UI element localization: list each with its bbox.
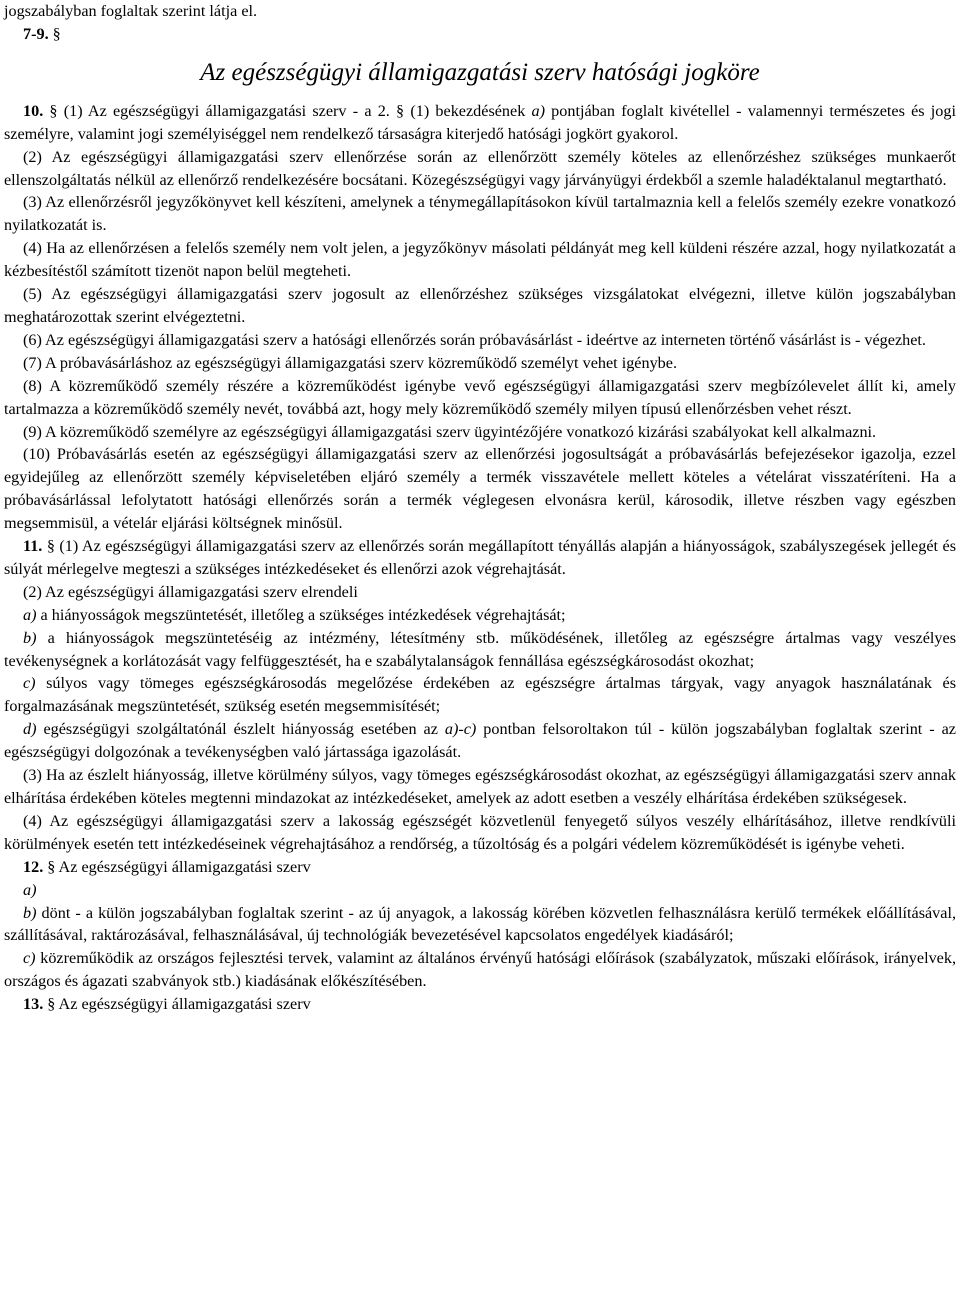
section-number: 10.	[23, 101, 44, 120]
para-text: pontjában foglalt kivétellel - valamennyi természetes és jogi személyre, valamint jogi személyiséggel nem rendelkező társaságra kiterjedő hatósági jogkört gyakorol.	[4, 101, 956, 143]
point-text: pontban felsoroltakon túl - külön jogszabályban foglaltak szerint - az egészségügyi dolgozónak a tevékenységben való jártassága igazolását.	[4, 720, 956, 762]
section-12-point-c	[4, 947, 956, 993]
section-12-intro	[4, 856, 956, 879]
section-11-para-2: (2) Az egészségügyi államigazgatási szerv elrendeli	[23, 582, 358, 601]
section-10-para-9: (9) A közreműködő személyre az egészségügyi államigazgatási szerv ügyintézőjére vonatkozó kizárási szabályokat kell alkalmazni.	[23, 422, 877, 441]
point-text: a hiányosságok megszüntetését, illetőleg a szükséges intézkedések végrehajtását;	[36, 605, 566, 624]
section-10-para-1	[4, 100, 956, 146]
point-label: c)	[23, 949, 36, 968]
section-10-para-6: (6) Az egészségügyi államigazgatási szerv a hatósági ellenőrzés során próbavásárlást - ideértve az interneten történő vásárlást is - végezhet.	[23, 330, 926, 349]
point-label: d)	[23, 720, 37, 739]
section-12-point-b	[4, 902, 956, 948]
section-11-para-1	[4, 535, 956, 581]
section-10-para-10: (10) Próbavásárlás esetén az egészségügyi államigazgatási szerv az ellenőrzési jogosultságát a próbavásárlás befejezésekor igazolja, ezzel egyidejűleg az ellenőrzött személy képviseletében eljáró személy a termék visszavétele mellett köteles a vételárat visszatéríteni. Ha a próbavásárlással lefolytatott hatósági ellenőrzés során a termék véglegesen elvonásra kerül, károsodik, illetve részben vagy egészben megsemmisül, a vételár eljárási költségnek minősül.	[4, 445, 956, 533]
point-label: a)	[23, 880, 37, 899]
para-text: § (1) Az egészségügyi államigazgatási szerv az ellenőrzés során megállapított tényállás alapján a hiányosságok, szabályszegések jellegét és súlyát mérlegelve megteszi a szükséges intézkedéseket és ellenőrzi azok végrehajtását.	[4, 537, 956, 578]
point-ref: a)	[531, 101, 545, 120]
section-10-para-3: (3) Az ellenőrzésről jegyzőkönyvet kell készíteni, amelynek a ténymegállapításokon kívül tartalmaznia kell a felelős személy ezekre vonatkozó nyilatkozatát is.	[4, 193, 956, 235]
point-text: súlyos vagy tömeges egészségkárosodás megelőzése érdekében az egészségre ártalmas tárgyak, vagy anyagok használatának és forgalmazásának megszüntetését, szükség esetén megsemmisítését;	[4, 674, 956, 716]
section-12-point-a	[4, 879, 956, 902]
point-ref: a)-c)	[444, 720, 477, 739]
point-text: közreműködik az országos fejlesztési tervek, valamint az általános érvényű hatósági előírások (szabályzatok, műszaki előírások, irányelvek, országos és ágazati szabványok stb.) kiadásának előkészítésében.	[4, 949, 956, 991]
section-11-point-a	[4, 604, 956, 627]
section-number: 13.	[23, 995, 44, 1014]
para-text: § Az egészségügyi államigazgatási szerv	[43, 995, 311, 1014]
section-number: 7-9.	[23, 24, 49, 43]
point-text: dönt - a külön jogszabályban foglaltak szerint - az új anyagok, a lakosság körében közvetlen felhasználásra kerülő termékek előállításával, szállításával, raktározásával, felhasználásával, új technológiák bevezetésével kapcsolatos engedélyek kiadásáról;	[4, 903, 956, 945]
section-13-intro	[4, 993, 956, 1016]
section-7-9-heading	[4, 23, 956, 46]
section-number: 11.	[23, 537, 43, 556]
section-10-para-8: (8) A közreműködő személy részére a közreműködést igénybe vevő egészségügyi államigazgatási szerv megbízólevelet állít ki, amely tartalmazza a közreműködő személy nevét, továbbá azt, hogy mely közreműködő személy milyen típusú ellenőrzésben vehet részt.	[4, 376, 956, 418]
section-11-point-c	[4, 672, 956, 718]
point-label: a)	[23, 605, 37, 624]
para-text: § (1) Az egészségügyi államigazgatási szerv - a 2. § (1) bekezdésének	[43, 101, 532, 120]
section-10-para-5: (5) Az egészségügyi államigazgatási szerv jogosult az ellenőrzéshez szükséges vizsgálatokat elvégezni, illetve külön jogszabályban meghatározottak szerint elvégeztetni.	[4, 285, 956, 326]
section-10-para-4: (4) Ha az ellenőrzésen a felelős személy nem volt jelen, a jegyzőkönyv másolati példányát meg kell küldeni részére azzal, hogy nyilatkozatát a kézbesítéstől számított tizenöt napon belül megteheti.	[4, 239, 956, 281]
point-label: c)	[23, 674, 36, 693]
point-text: egészségügyi szolgáltatónál észlelt hiányosság esetében az	[36, 720, 445, 739]
section-11-para-3: (3) Ha az észlelt hiányosság, illetve körülmény súlyos, vagy tömeges egészségkárosodást okozhat, az egészségügyi államigazgatási szerv annak elhárítása érdekében köteles megtenni mindazokat az intézkedéseket, amelyek az adott esetben a veszély elhárítása érdekében szükségesek.	[4, 766, 956, 807]
section-11-para-4: (4) Az egészségügyi államigazgatási szerv a lakosság egészségét közvetlenül fenyegető súlyos veszély elhárításához, illetve rendkívüli körülmények esetén tett intézkedéseinek végrehajtásához a rendőrség, a tűzoltóság és a polgári védelem közreműködését is igénybe veheti.	[4, 811, 956, 853]
carryover-line: jogszabályban foglaltak szerint látja el.	[4, 2, 258, 20]
section-11-point-b	[4, 627, 956, 673]
section-10-para-7: (7) A próbavásárláshoz az egészségügyi államigazgatási szerv közreműködő személyt vehet igénybe.	[23, 353, 677, 372]
point-label: b)	[23, 903, 37, 922]
section-sign: §	[48, 24, 61, 43]
para-text: § Az egészségügyi államigazgatási szerv	[43, 857, 311, 876]
chapter-title: Az egészségügyi államigazgatási szerv hatósági jogköre	[200, 58, 760, 86]
point-text: a hiányosságok megszüntetéséig az intézmény, létesítmény stb. működésének, illetőleg az egészségre ártalmas vagy veszélyes tevékenységnek a korlátozását vagy felfüggesztését, ha e szabálytalanságok fennállása egészségkárosodást okozhat;	[4, 628, 956, 670]
section-10-para-2: (2) Az egészségügyi államigazgatási szerv ellenőrzése során az ellenőrzött személy köteles az ellenőrzéshez szükséges munkaerőt ellenszolgáltatás nélkül az ellenőrző rendelkezésére bocsátani. Közegészségügyi vagy járványügyi érdekből a szemle haladéktalanul megtartható.	[4, 147, 956, 189]
point-label: b)	[23, 628, 37, 647]
section-number: 12.	[23, 857, 44, 876]
section-11-point-d	[4, 718, 956, 764]
